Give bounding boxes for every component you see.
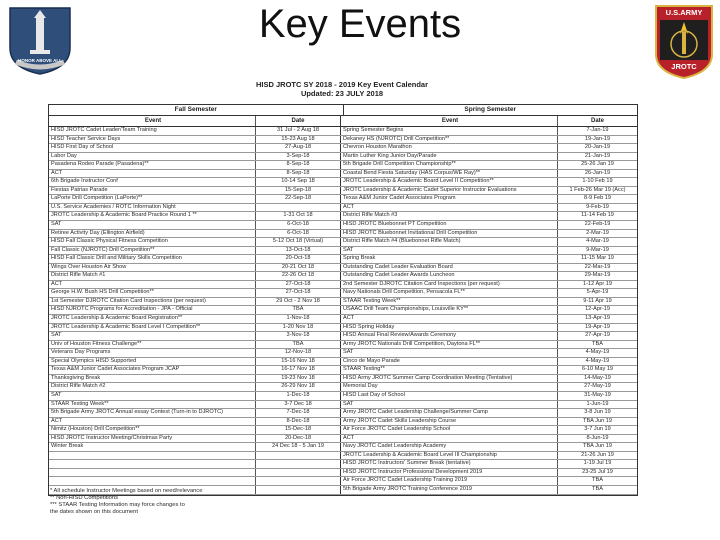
fall-event-cell <box>49 452 256 460</box>
fall-date-cell: 6-Oct-18 <box>256 230 341 238</box>
fall-date-cell: 8-Dec-18 <box>256 418 341 426</box>
fall-date-cell: 1-31 Oct 18 <box>256 212 341 220</box>
spring-date-cell: TBA Jun 19 <box>583 417 612 424</box>
spring-event-cell: HISD JROTC Bluebonnet PT Competition <box>341 221 558 229</box>
note-line: ** Non-HISD Competitions <box>50 495 118 501</box>
fall-date-cell: 3-7 Dec 18 <box>256 401 341 409</box>
spring-event-cell: USAAC Drill Team Championships, Louisville KY** <box>341 306 558 314</box>
fall-date-cell: 1-Dec-18 <box>256 392 341 400</box>
fall-date-cell: 27-Oct-18 <box>256 281 341 289</box>
spring-event-cell: HISD Last Day of School <box>341 392 558 400</box>
table-row <box>49 366 637 375</box>
spring-date-cell: 3-7 Jun 19 <box>584 426 611 433</box>
fall-date-cell: 3-Sep-18 <box>256 153 341 161</box>
table-row <box>49 306 637 315</box>
fall-event-cell <box>49 460 256 468</box>
fall-date-cell <box>256 452 341 460</box>
table-row <box>49 418 637 427</box>
spring-date-cell: 3-8 Jun 19 <box>584 409 611 416</box>
fall-date-cell: 20-Dec-18 <box>256 435 341 443</box>
fall-date-cell: 15-23 Aug 18 <box>256 136 341 144</box>
fall-event-cell: ACT <box>49 281 256 289</box>
table-row <box>49 452 637 461</box>
fall-date-cell: 7-Dec-18 <box>256 409 341 417</box>
fall-event-cell: Texas A&M Junior Cadet Associates Program JCAP <box>49 366 256 374</box>
fall-date-cell: TBA <box>256 306 341 314</box>
fall-event-cell <box>49 469 256 477</box>
table-row <box>49 255 637 264</box>
spring-event-cell: ACT <box>341 435 558 443</box>
logo-top-text: U.S.ARMY <box>665 8 703 17</box>
spring-date-cell: 4-May-19 <box>585 349 610 356</box>
table-row <box>49 247 637 256</box>
spring-event-cell: SAT <box>341 247 558 255</box>
spring-event-cell: Navy JROTC Cadet Leadership Academy <box>341 443 558 451</box>
fall-date-cell: 16-17 Nov 18 <box>256 366 341 374</box>
spring-date-cell: 29-Mar-19 <box>584 272 611 279</box>
table-row <box>49 383 637 392</box>
fall-event-cell: 5th Brigade Army JROTC Annual essay Contest (Turn-in to DJROTC) <box>49 409 256 417</box>
table-row <box>49 289 637 298</box>
spring-date-cell: TBA <box>592 340 603 347</box>
fall-date-cell <box>256 486 341 494</box>
fall-event-cell: Winter Break <box>49 443 256 451</box>
event-rows <box>49 127 637 495</box>
spring-date-cell: 7-Jan-19 <box>586 127 609 133</box>
table-row <box>49 161 637 170</box>
table-row <box>49 358 637 367</box>
fall-event-cell: LaPorte Drill Competition (LaPorte)** <box>49 195 256 203</box>
table-row <box>49 324 637 333</box>
calendar-updated: Updated: 23 JULY 2018 <box>300 89 384 98</box>
fall-date-cell: 15-Sep-18 <box>256 187 341 195</box>
fall-date-cell: 3-Nov-18 <box>256 332 341 340</box>
fall-event-cell: Veterans Day Programs <box>49 349 256 357</box>
spring-date-cell: 1-12 Apr 19 <box>583 280 612 287</box>
fall-event-cell: Nimitz (Houston) Drill Competition** <box>49 426 256 434</box>
logo-bottom-text: JROTC <box>671 62 697 71</box>
spring-date-cell: 4-May-19 <box>585 357 610 364</box>
spring-event-cell: ACT <box>341 315 558 323</box>
spring-event-cell: HISD Spring Holiday <box>341 324 558 332</box>
fall-date-header: Date <box>256 116 341 126</box>
spring-date-cell: 20-Jan-19 <box>584 144 611 151</box>
table-row <box>49 178 637 187</box>
spring-event-cell: 5th Brigade Army JROTC Training Conference 2019 <box>341 486 558 494</box>
spring-event-cell: Memorial Day <box>341 383 558 391</box>
spring-event-cell: District Rifle Match #3 <box>341 212 558 220</box>
fall-event-cell: Labor Day <box>49 153 256 161</box>
spring-event-cell: HISD JROTC Bluebonnet Invitational Drill Competition <box>341 230 558 238</box>
fall-date-cell: 31 Jul - 2 Aug 18 <box>256 127 341 135</box>
table-row <box>49 426 637 435</box>
semester-header-row <box>49 105 637 116</box>
table-row <box>49 127 637 136</box>
spring-event-cell: SAT <box>341 401 558 409</box>
note-line: *** STAAR Testing Information may force changes to <box>50 502 185 508</box>
spring-event-cell: HISD JROTC Instructors' Summer Break (tentative) <box>341 460 558 468</box>
table-row <box>49 195 637 204</box>
spring-event-cell: Army JROTC Nationals Drill Competition, Daytona FL** <box>341 341 558 349</box>
spring-event-cell: Spring Semester Begins <box>341 127 558 135</box>
fall-event-header: Event <box>49 116 256 126</box>
table-row <box>49 238 637 247</box>
spring-event-cell: Chevron Houston Marathon <box>341 144 558 152</box>
spring-event-cell: SAT <box>341 349 558 357</box>
table-row <box>49 144 637 153</box>
table-row <box>49 443 637 452</box>
fall-event-cell: JROTC Leadership & Academic Board Registration** <box>49 315 256 323</box>
fall-event-cell: Univ of Houston Fitness Challenge** <box>49 341 256 349</box>
fall-date-cell: 24 Dec 18 - 5 Jan 19 <box>256 443 341 451</box>
fall-event-cell: SAT <box>49 392 256 400</box>
crest-logo <box>4 4 76 76</box>
table-row <box>49 341 637 350</box>
fall-date-cell: 15-16 Nov 18 <box>256 358 341 366</box>
fall-date-cell: 27-Oct-18 <box>256 289 341 297</box>
fall-date-cell <box>256 460 341 468</box>
fall-event-cell: HISD JROTC Cadet Leader/Team Training <box>49 127 256 135</box>
fall-event-cell: 6th Brigade Instructor Conf <box>49 178 256 186</box>
fall-event-cell: U.S. Service Academies / ROTC Information Night <box>49 204 256 212</box>
fall-event-cell: HISD NJROTC Programs for Accreditation - JPA - Official <box>49 306 256 314</box>
table-row <box>49 136 637 145</box>
fall-date-cell: 22-Sep-18 <box>256 195 341 203</box>
fall-date-cell: 27-Aug-18 <box>256 144 341 152</box>
fall-event-cell: Pasadena Rodeo Parade (Pasadena)** <box>49 161 256 169</box>
spring-date-cell: 22-Feb-19 <box>584 221 611 228</box>
table-row <box>49 392 637 401</box>
spring-date-cell: TBA <box>592 477 603 484</box>
calendar-notes <box>50 488 202 516</box>
army-jrotc-logo <box>652 4 716 80</box>
spring-date-cell: 5-Apr-19 <box>586 289 609 296</box>
spring-event-cell: 5th Brigade Drill Competition Championship** <box>341 161 558 169</box>
fall-semester-label: Fall Semester <box>49 105 344 115</box>
fall-event-cell: Retiree Activity Day (Ellington Airfield) <box>49 230 256 238</box>
table-row <box>49 469 637 478</box>
spring-event-cell: HISD JROTC Instructor Professional Development 2019 <box>341 469 558 477</box>
spring-date-cell: 19-Apr-19 <box>585 323 610 330</box>
table-row <box>49 349 637 358</box>
fall-event-cell: George H.W. Bush HS Drill Competition** <box>49 289 256 297</box>
table-row <box>49 221 637 230</box>
spring-event-cell: District Rifle Match #4 (Bluebonnet Rifle Match) <box>341 238 558 246</box>
spring-date-cell: 12-Apr-19 <box>585 306 610 313</box>
fall-date-cell: 6-Oct-18 <box>256 221 341 229</box>
table-row <box>49 460 637 469</box>
spring-date-cell: 27-Apr-19 <box>585 332 610 339</box>
spring-date-cell: 13-Apr-19 <box>585 315 610 322</box>
table-row <box>49 230 637 239</box>
fall-event-cell: Fiestas Patrias Parade <box>49 187 256 195</box>
spring-date-cell: 25-26 Jan 19 <box>581 161 614 168</box>
spring-date-cell: 4-Mar-19 <box>586 238 609 245</box>
spring-date-cell: 9-11 Apr 19 <box>583 297 612 304</box>
spring-date-cell: 11-15 Mar 19 <box>581 255 614 262</box>
spring-date-cell: 14-May-19 <box>584 374 611 381</box>
fall-date-cell: 10-14 Sep 18 <box>256 178 341 186</box>
table-row <box>49 272 637 281</box>
table-row <box>49 375 637 384</box>
fall-event-cell: HISD Fall Classic Physical Fitness Competition <box>49 238 256 246</box>
calendar-heading: HISD JROTC SY 2018 - 2019 Key Event Calendar <box>255 80 429 89</box>
table-row <box>49 477 637 486</box>
spring-date-cell: TBA <box>592 485 603 492</box>
spring-date-cell: 2-Mar-19 <box>586 229 609 236</box>
table-row <box>49 264 637 273</box>
spring-event-cell: Air Force JROTC Cadet Leadership Training 2019 <box>341 477 558 485</box>
fall-event-cell: JROTC Leadership & Academic Board Level I Competition** <box>49 324 256 332</box>
fall-date-cell: 5-12 Oct 18 (Virtual) <box>256 238 341 246</box>
spring-date-cell: 23-25 Jul 19 <box>582 468 613 475</box>
fall-date-cell: 1-Nov-18 <box>256 315 341 323</box>
spring-date-cell: 19-Jan-19 <box>584 135 611 142</box>
spring-date-cell: 31-May-19 <box>584 391 611 398</box>
table-row <box>49 409 637 418</box>
fall-date-cell: 29 Oct - 2 Nov 18 <box>256 298 341 306</box>
spring-event-cell: STAAR Testing** <box>341 366 558 374</box>
spring-date-header: Date <box>590 118 604 124</box>
tower-crest-icon <box>4 4 76 76</box>
spring-event-cell: Outstanding Cadet Leader Awards Luncheon <box>341 272 558 280</box>
table-row <box>49 298 637 307</box>
spring-event-cell: HISD Army JROTC Summer Camp Coordination Meeting (Tentative) <box>341 375 558 383</box>
spring-date-cell: 9-Mar-19 <box>586 246 609 253</box>
spring-event-header: Event <box>341 116 558 126</box>
fall-event-cell <box>49 477 256 485</box>
spring-event-cell: Army JROTC Cadet Skills Leadership Course <box>341 418 558 426</box>
spring-date-cell: 22-Mar-19 <box>584 263 611 270</box>
spring-event-cell: JROTC Leadership & Academic Board Level II Competition** <box>341 178 558 186</box>
table-row <box>49 281 637 290</box>
spring-event-cell: Air Force JROTC Cadet Leadership School <box>341 426 558 434</box>
slide-title: Key Events <box>258 2 462 46</box>
spring-date-cell: 8-9 Feb 19 <box>583 195 612 202</box>
spring-date-cell: 1-10 Feb 19 <box>582 178 613 185</box>
events-table <box>48 104 638 496</box>
spring-event-cell: JROTC Leadership & Academic Cadet Superior Instructor Evaluations <box>341 187 558 195</box>
spring-event-cell: Navy Nationals Drill Competition, Pensacola FL** <box>341 289 558 297</box>
fall-date-cell: 20-Oct-18 <box>256 255 341 263</box>
fall-date-cell: 20-21 Oct 18 <box>256 264 341 272</box>
fall-date-cell: 1-20 Nov 18 <box>256 324 341 332</box>
spring-event-cell: Martin Luther King Junior Day/Parade <box>341 153 558 161</box>
fall-date-cell: TBA <box>256 341 341 349</box>
spring-date-cell: 1-19 Jul 19 <box>583 460 612 467</box>
spring-event-cell: HISD Annual Final Review/Awards Ceremony <box>341 332 558 340</box>
fall-date-cell <box>256 469 341 477</box>
fall-event-cell: SAT <box>49 221 256 229</box>
table-row <box>49 170 637 179</box>
column-header-row <box>49 116 637 127</box>
fall-date-cell: 26-29 Nov 18 <box>256 383 341 391</box>
table-row <box>49 332 637 341</box>
fall-event-cell: STAAR Testing Week** <box>49 401 256 409</box>
spring-date-cell: 9-Feb-19 <box>586 203 609 210</box>
fall-date-cell: 8-Sep-18 <box>256 170 341 178</box>
fall-event-cell: District Rifle Match #1 <box>49 272 256 280</box>
fall-date-cell: 8-Sep-18 <box>256 161 341 169</box>
table-row <box>49 212 637 221</box>
crest-motto: HONOR ABOVE ALL <box>18 58 62 63</box>
spring-event-cell: 2nd Semester DJROTC Citation Card Inspections (per request) <box>341 281 558 289</box>
spring-date-cell: 26-Jan-19 <box>584 169 611 176</box>
fall-event-cell: Thanksgiving Break <box>49 375 256 383</box>
fall-event-cell: District Rifle Match #2 <box>49 383 256 391</box>
spring-date-cell: 11-14 Feb 19 <box>581 212 614 219</box>
fall-date-cell <box>256 477 341 485</box>
spring-date-cell: 1-Jun-19 <box>586 400 609 407</box>
spring-event-cell: ACT <box>341 204 558 212</box>
spring-event-cell: Army JROTC Cadet Leadership Challenge/Summer Camp <box>341 409 558 417</box>
spring-event-cell: Dekaney HS (NJROTC) Drill Competition** <box>341 136 558 144</box>
fall-event-cell: HISD Fall Classic Drill and Military Skills Competition <box>49 255 256 263</box>
spring-date-cell: 27-May-19 <box>584 383 611 390</box>
fall-event-cell: HISD JROTC Instructor Meeting/Christmas Party <box>49 435 256 443</box>
fall-date-cell: 15-Dec-18 <box>256 426 341 434</box>
spring-date-cell: 21-Jan-19 <box>584 152 611 159</box>
fall-event-cell: ACT <box>49 418 256 426</box>
spring-date-cell: 21-26 Jun 19 <box>581 451 614 458</box>
table-row <box>49 315 637 324</box>
fall-date-cell: 22-26 Oct 18 <box>256 272 341 280</box>
fall-date-cell <box>256 204 341 212</box>
spring-date-cell: TBA Jun 19 <box>583 443 612 450</box>
spring-event-cell: Spring Break <box>341 255 558 263</box>
spring-event-cell: Outstanding Cadet Leader Evaluation Board <box>341 264 558 272</box>
fall-event-cell: ACT <box>49 170 256 178</box>
fall-event-cell: HISD First Day of School <box>49 144 256 152</box>
fall-event-cell: 1st Semester DJROTC Citation Card Inspections (per request) <box>49 298 256 306</box>
fall-date-cell: 12-Nov-18 <box>256 349 341 357</box>
spring-event-cell: Coastal Bend Fiesta Saturday (HAS Corpus/WE Ray)** <box>341 170 558 178</box>
note-line: the dates shown on this document <box>50 509 138 515</box>
fall-event-cell: Fall Classic (NJROTC) Drill Competition** <box>49 247 256 255</box>
fall-event-cell: Wings Over Houston Air Show <box>49 264 256 272</box>
spring-date-cell: 1 Feb-26 Mar 19 (Acc) <box>569 186 626 193</box>
fall-event-cell: JROTC Leadership & Academic Board Practice Round 1 ** <box>49 212 256 220</box>
spring-date-cell: 6-10 May 19 <box>581 366 614 373</box>
spring-semester-label: Spring Semester <box>464 106 517 113</box>
fall-date-cell: 13-Oct-18 <box>256 247 341 255</box>
spring-event-cell: STAAR Testing Week** <box>341 298 558 306</box>
table-row <box>49 204 637 213</box>
spring-event-cell: JROTC Leadership & Academic Board Level III Championship <box>341 452 558 460</box>
fall-date-cell: 19-23 Nov 18 <box>256 375 341 383</box>
fall-event-cell: Special Olympics HISD Supported <box>49 358 256 366</box>
spring-date-cell: 8-Jun-19 <box>586 434 609 441</box>
key-event-calendar <box>48 80 636 535</box>
table-row <box>49 401 637 410</box>
spring-event-cell: Cinco de Mayo Parade <box>341 358 558 366</box>
fall-event-cell: HISD Teacher Service Days <box>49 136 256 144</box>
table-row <box>49 435 637 444</box>
table-row <box>49 187 637 196</box>
spring-event-cell: Texas A&M Junior Cadet Associates Program <box>341 195 558 203</box>
table-row <box>49 153 637 162</box>
note-line: * All schedule Instructor Meetings based on need/relevance <box>50 488 203 494</box>
fall-event-cell: SAT <box>49 332 256 340</box>
